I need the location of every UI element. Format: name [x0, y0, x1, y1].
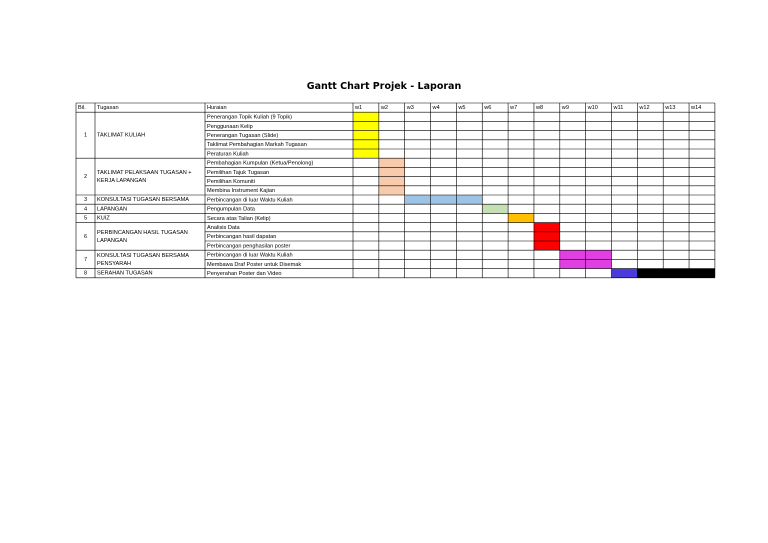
header-week-w14: w14	[691, 105, 702, 112]
header-week-w12: w12	[639, 105, 650, 112]
task-number: 3	[83, 197, 88, 204]
subtask-label: Membina Instrument Kajian	[207, 188, 276, 195]
header-tugasan: Tugasan	[97, 105, 119, 112]
task-number: 7	[83, 256, 88, 263]
task-number: 8	[83, 270, 88, 277]
header-week-w10: w10	[587, 105, 598, 112]
task-name: LAPANGAN	[97, 206, 128, 213]
task-number: 1	[83, 132, 88, 139]
subtask-label: Membawa Draf Poster untuk Disemak	[207, 261, 302, 268]
gantt-bar-task-3	[405, 195, 483, 204]
subtask-label: Perbincangan di luar Waktu Kuliah	[207, 197, 293, 204]
subtask-label: Perbincangan di luar Waktu Kuliah	[207, 252, 293, 259]
subtask-label: Penerangan Tugasan (Slide)	[207, 132, 279, 139]
subtask-label: Pemilihan Komuniti	[207, 178, 255, 185]
header-week-w13: w13	[665, 105, 676, 112]
subtask-label: Secara atas Talian (Kelip)	[207, 215, 271, 222]
gantt-bar-task-5	[508, 213, 534, 222]
task-number: 2	[83, 174, 88, 181]
task-name: LAPANGAN	[97, 237, 128, 244]
subtask-label: Pembahagian Kumpulan (Ketua/Penolong)	[207, 160, 314, 167]
header-week-w1: w1	[355, 105, 363, 112]
header-week-w7: w7	[510, 105, 518, 112]
header-week-w5: w5	[458, 105, 466, 112]
header-week-w6: w6	[484, 105, 492, 112]
subtask-label: Perbincangan hasil dapatan	[207, 234, 277, 241]
header-bil: Bil.	[78, 105, 86, 112]
subtask-label: Penggunaan Kelip	[207, 123, 253, 130]
header-huraian: Huraian	[207, 105, 227, 112]
gantt-bar-task-1	[353, 112, 379, 158]
subtask-label: Penyerahan Poster dan Video	[207, 270, 282, 277]
task-number: 6	[83, 233, 88, 240]
subtask-label: Perbincangan penghasilan poster	[207, 243, 291, 250]
gantt-bar-task-8	[612, 269, 638, 278]
task-name: KONSULTASI TUGASAN BERSAMA	[97, 197, 190, 204]
chart-title: Gantt Chart Projek - Laporan	[306, 81, 462, 92]
task-name: SERAHAN TUGASAN	[97, 270, 153, 277]
header-week-w2: w2	[380, 105, 389, 112]
subtask-label: Taklimat Pembahagian Markah Tugasan	[207, 142, 307, 149]
header-week-w3: w3	[406, 105, 414, 112]
task-number: 5	[83, 215, 88, 222]
task-name: PENSYARAH	[97, 260, 132, 267]
task-name: TAKLIMAT PELAKSAAN TUGASAN +	[97, 170, 192, 177]
subtask-label: Pemilihan Tajuk Tugasan	[207, 169, 270, 176]
header-week-w8: w8	[535, 105, 544, 112]
gantt-bar-task-8-extra	[637, 269, 715, 278]
task-name: PERBINCANGAN HASIL TUGASAN	[97, 229, 188, 236]
task-name: KERJA LAPANGAN	[97, 178, 147, 185]
header-week-w11: w11	[613, 105, 624, 112]
task-name: KONSULTASI TUGASAN BERSAMA	[97, 252, 190, 259]
task-name: TAKLIMAT KULIAH	[97, 132, 146, 139]
gantt-bar-task-6	[534, 223, 560, 251]
subtask-label: Penerangan Topik Kuliah (9 Topik)	[207, 114, 292, 121]
subtask-label: Pengumpulan Data	[207, 206, 255, 213]
header-week-w9: w9	[561, 105, 569, 112]
subtask-label: Analisis Data	[207, 224, 240, 231]
subtask-label: Peraturan Kuliah	[207, 151, 249, 158]
gantt-bar-task-4	[482, 204, 508, 213]
task-number: 4	[83, 206, 88, 213]
task-name: KUIZ	[97, 215, 110, 222]
header-week-w4: w4	[432, 105, 440, 112]
